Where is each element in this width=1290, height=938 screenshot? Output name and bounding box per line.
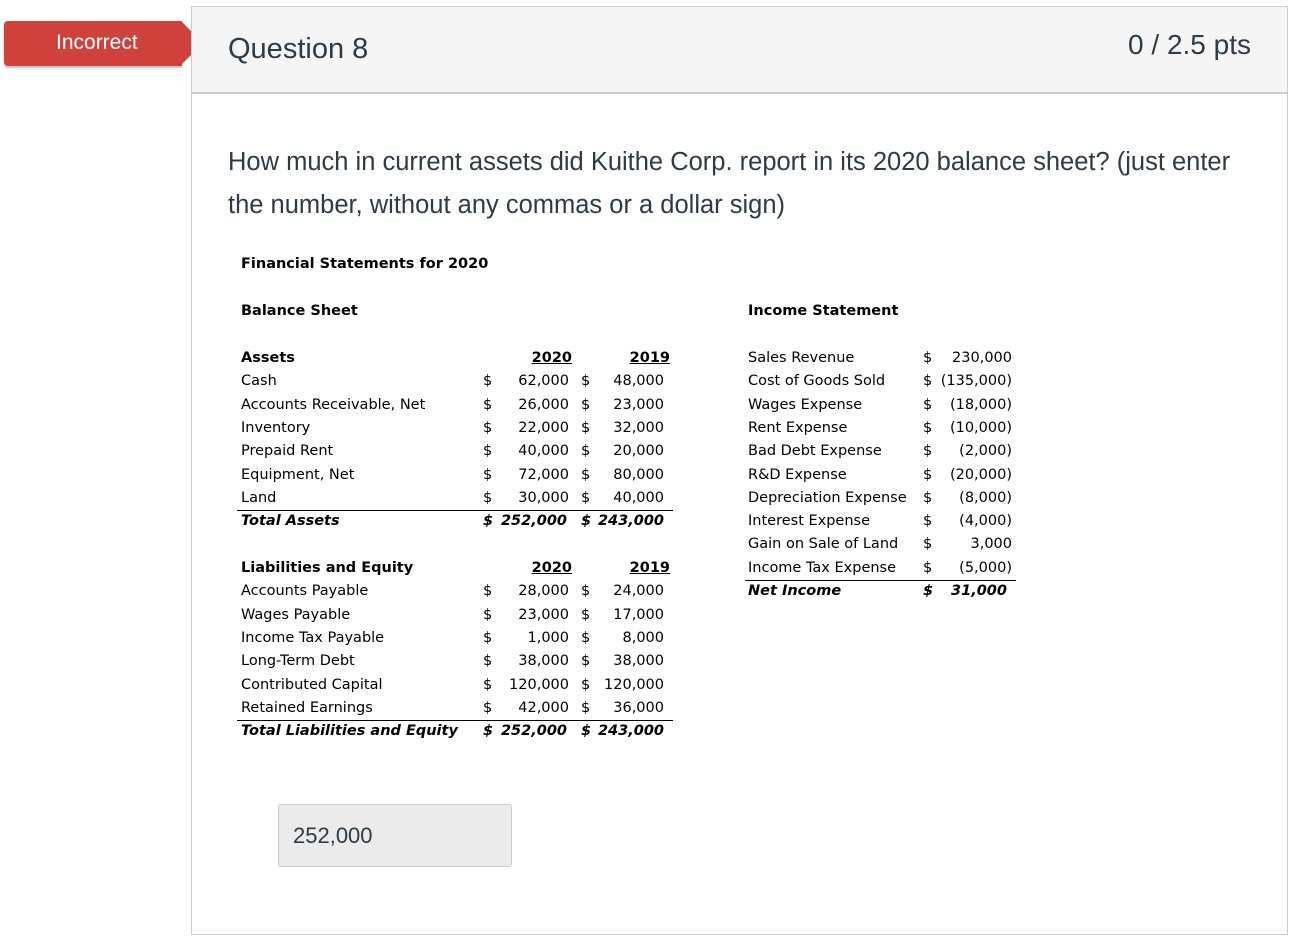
- assets-row-value-2020: 40,000: [518, 443, 569, 460]
- liabilities-row-currency-2019: $: [581, 583, 591, 600]
- assets-row-currency-2020: $: [483, 373, 493, 390]
- liabilities-row-value-2019: 8,000: [622, 629, 664, 646]
- assets-row-label: Land: [241, 489, 277, 506]
- assets-row-value-2020: 30,000: [518, 489, 569, 506]
- income-row-currency: $: [923, 466, 933, 483]
- assets-row-label: Cash: [241, 373, 277, 390]
- liabilities-row-currency-2020: $: [483, 583, 493, 600]
- liabilities-row-currency-2020: $: [483, 653, 493, 670]
- income-row-value: (135,000): [940, 373, 1012, 390]
- assets-row-value-2020: 26,000: [518, 396, 569, 413]
- net-income-value: 31,000: [951, 583, 1007, 599]
- question-text: How much in current assets did Kuithe Corp. report in its 2020 balance sheet? (just enter the number, without any commas or a dollar sign): [228, 148, 1231, 219]
- income-row-value: (4,000): [959, 513, 1012, 530]
- assets-row-label: Prepaid Rent: [241, 443, 334, 460]
- liabilities-row-currency-2020: $: [483, 606, 493, 623]
- income-row-value: 3,000: [970, 536, 1012, 553]
- income-row-label: Income Tax Expense: [748, 559, 897, 576]
- income-row-currency: $: [923, 396, 933, 413]
- income-row-label: Sales Revenue: [748, 350, 855, 366]
- income-row-currency: $: [923, 350, 933, 366]
- statements-title: Financial Statements for 2020: [241, 256, 489, 272]
- liabilities-row-value-2020: 38,000: [518, 653, 569, 670]
- liabilities-row-label: Contributed Capital: [241, 676, 383, 693]
- assets-row-currency-2019: $: [581, 466, 591, 483]
- assets-row-currency-2019: $: [581, 489, 591, 506]
- liabilities-row-label: Long-Term Debt: [241, 653, 355, 670]
- assets-row-value-2019: 80,000: [613, 466, 664, 483]
- liabilities-total-currency-2019: $: [581, 723, 592, 740]
- assets-total-value-2020: 252,000: [500, 513, 567, 530]
- assets-heading: Assets: [241, 350, 295, 366]
- assets-row-value-2019: 32,000: [613, 419, 664, 436]
- income-total-rule: [745, 580, 1016, 581]
- income-row-currency: $: [923, 559, 933, 576]
- assets-row-currency-2019: $: [581, 396, 591, 413]
- liabilities-row-label: Income Tax Payable: [241, 629, 385, 646]
- assets-year-2020: 2020: [531, 350, 572, 366]
- assets-row-currency-2020: $: [483, 489, 493, 506]
- income-row-value: (8,000): [959, 489, 1012, 506]
- assets-total-label: Total Assets: [241, 513, 340, 530]
- income-row-label: Gain on Sale of Land: [748, 536, 899, 553]
- liabilities-total-label: Total Liabilities and Equity: [241, 723, 458, 740]
- assets-row-currency-2020: $: [483, 466, 493, 483]
- assets-row-label: Accounts Receivable, Net: [241, 396, 426, 413]
- liabilities-row-currency-2019: $: [581, 629, 591, 646]
- income-row-label: R&D Expense: [748, 466, 847, 483]
- income-row-label: Depreciation Expense: [748, 489, 907, 506]
- income-row-value: 230,000: [952, 350, 1012, 366]
- liabilities-total-currency-2020: $: [483, 723, 494, 740]
- income-row-value: (2,000): [959, 443, 1012, 460]
- income-row-currency: $: [923, 419, 933, 436]
- assets-year-2019: 2019: [629, 350, 670, 366]
- liabilities-total-value-2020: 252,000: [500, 723, 567, 740]
- incorrect-badge: Incorrect: [4, 21, 182, 66]
- liabilities-row-value-2019: 120,000: [604, 676, 664, 693]
- assets-total-rule: [237, 510, 673, 511]
- liabilities-total-rule: [237, 720, 673, 721]
- liabilities-year-2019: 2019: [629, 560, 670, 576]
- answer-field[interactable]: 252,000: [278, 804, 512, 867]
- income-row-value: (5,000): [959, 559, 1012, 576]
- assets-row-label: Inventory: [241, 419, 311, 436]
- assets-total-currency-2019: $: [581, 513, 592, 530]
- net-income-currency: $: [923, 583, 934, 599]
- liabilities-row-value-2019: 24,000: [613, 583, 664, 600]
- liabilities-row-label: Accounts Payable: [241, 583, 369, 600]
- liabilities-row-currency-2020: $: [483, 676, 493, 693]
- assets-row-value-2020: 62,000: [518, 373, 569, 390]
- assets-total-value-2019: 243,000: [597, 513, 664, 530]
- assets-row-value-2019: 23,000: [613, 396, 664, 413]
- liabilities-total-value-2019: 243,000: [597, 723, 664, 740]
- question-header: [192, 7, 1287, 94]
- assets-row-value-2020: 72,000: [518, 466, 569, 483]
- balance-sheet-heading: Balance Sheet: [241, 303, 358, 319]
- liabilities-row-value-2019: 38,000: [613, 653, 664, 670]
- assets-row-currency-2020: $: [483, 443, 493, 460]
- income-row-label: Interest Expense: [748, 513, 871, 530]
- liabilities-row-value-2020: 1,000: [527, 629, 569, 646]
- assets-row-value-2019: 40,000: [613, 489, 664, 506]
- assets-row-currency-2019: $: [581, 419, 591, 436]
- assets-row-value-2019: 48,000: [613, 373, 664, 390]
- liabilities-row-label: Retained Earnings: [241, 699, 373, 716]
- income-row-value: (10,000): [949, 419, 1012, 436]
- income-row-value: (18,000): [949, 396, 1012, 413]
- liabilities-heading: Liabilities and Equity: [241, 560, 414, 576]
- assets-row-currency-2019: $: [581, 373, 591, 390]
- assets-row-currency-2020: $: [483, 396, 493, 413]
- liabilities-row-value-2020: 120,000: [509, 676, 569, 693]
- income-row-currency: $: [923, 536, 933, 553]
- income-row-currency: $: [923, 513, 933, 530]
- liabilities-row-currency-2020: $: [483, 699, 493, 716]
- income-row-currency: $: [923, 373, 933, 390]
- liabilities-row-value-2020: 28,000: [518, 583, 569, 600]
- income-row-value: (20,000): [949, 466, 1012, 483]
- liabilities-row-currency-2019: $: [581, 676, 591, 693]
- assets-row-value-2020: 22,000: [518, 419, 569, 436]
- liabilities-year-2020: 2020: [531, 560, 572, 576]
- income-row-currency: $: [923, 443, 933, 460]
- liabilities-row-value-2019: 17,000: [613, 606, 664, 623]
- assets-row-currency-2019: $: [581, 443, 591, 460]
- liabilities-row-currency-2019: $: [581, 606, 591, 623]
- liabilities-row-value-2019: 36,000: [613, 699, 664, 716]
- income-row-label: Rent Expense: [748, 419, 848, 436]
- net-income-label: Net Income: [748, 583, 842, 599]
- liabilities-row-value-2020: 23,000: [518, 606, 569, 623]
- income-row-label: Bad Debt Expense: [748, 443, 882, 460]
- assets-row-value-2019: 20,000: [613, 443, 664, 460]
- liabilities-row-value-2020: 42,000: [518, 699, 569, 716]
- question-title: Question 8: [228, 33, 369, 65]
- question-points: 0 / 2.5 pts: [1128, 29, 1251, 60]
- liabilities-row-label: Wages Payable: [241, 606, 351, 623]
- assets-row-label: Equipment, Net: [241, 466, 355, 483]
- assets-row-currency-2020: $: [483, 419, 493, 436]
- income-row-label: Wages Expense: [748, 396, 863, 413]
- question-card: [191, 6, 1288, 935]
- income-row-label: Cost of Goods Sold: [748, 373, 886, 390]
- liabilities-row-currency-2019: $: [581, 699, 591, 716]
- liabilities-row-currency-2019: $: [581, 653, 591, 670]
- income-row-currency: $: [923, 489, 933, 506]
- income-statement-heading: Income Statement: [748, 303, 899, 319]
- assets-total-currency-2020: $: [483, 513, 494, 530]
- liabilities-row-currency-2020: $: [483, 629, 493, 646]
